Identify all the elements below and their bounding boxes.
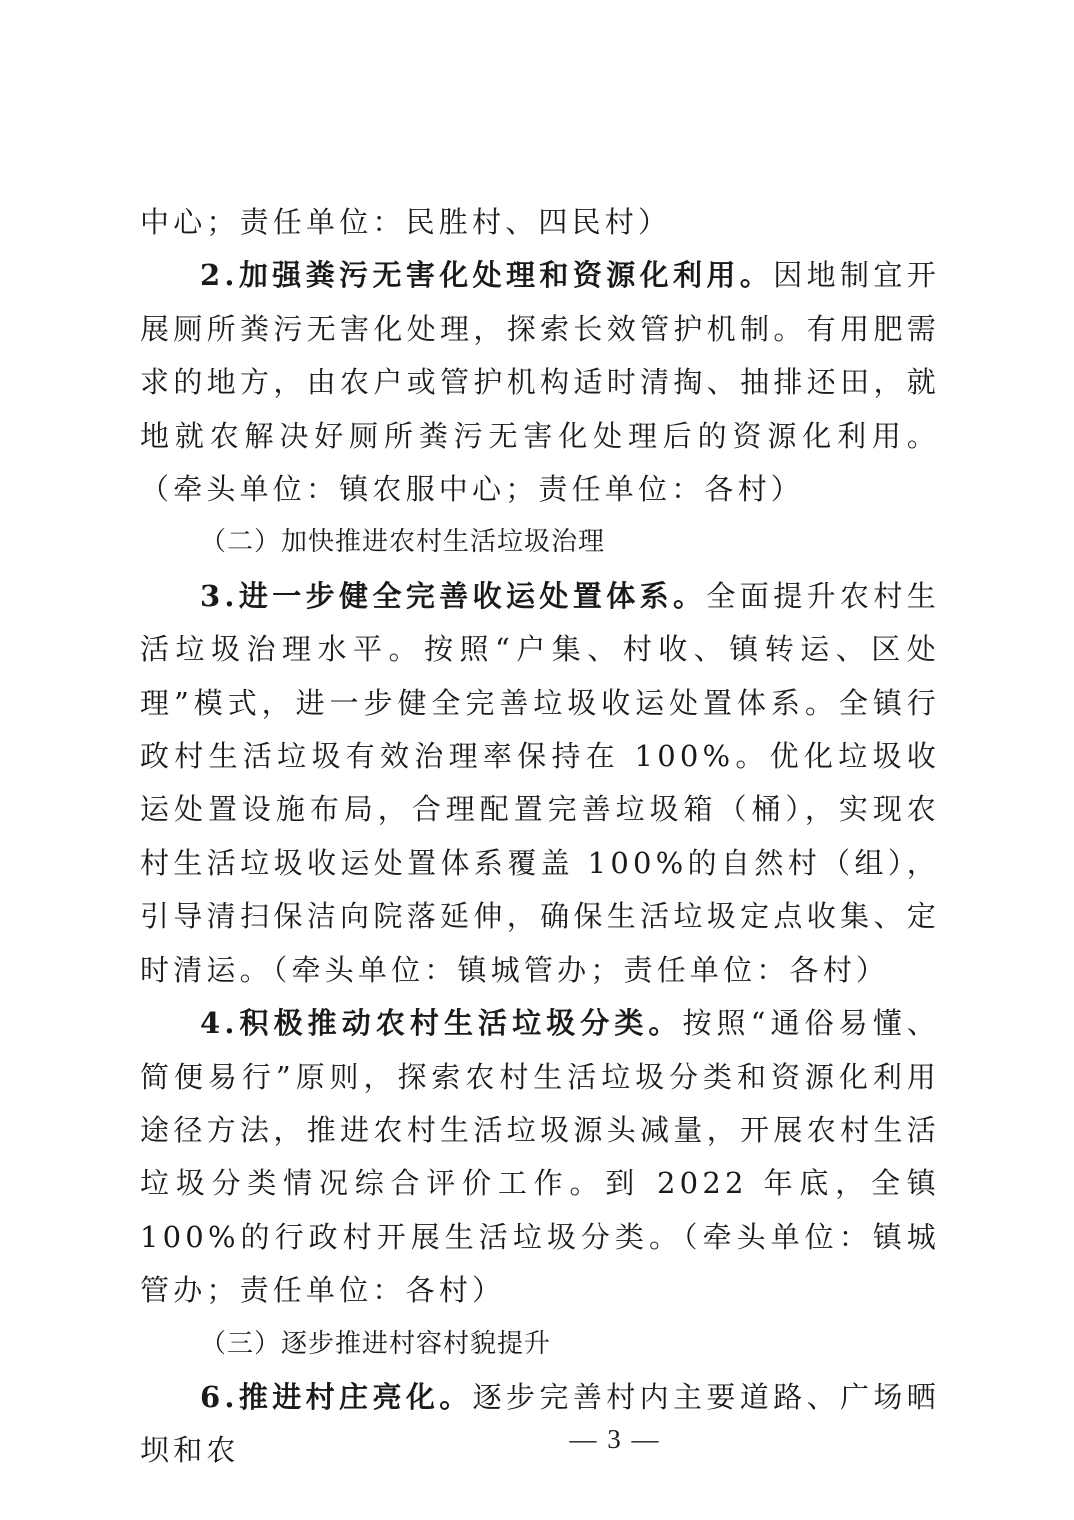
section-heading-2: （二）加快推进农村生活垃圾治理	[200, 527, 606, 558]
item-4-heading: 4.积极推动农村生活垃圾分类。	[200, 1006, 683, 1041]
page-number: — 3 —	[569, 1424, 661, 1454]
item-6-heading: 6.推进村庄亮化。	[200, 1379, 473, 1414]
section-heading-3: （三）逐步推进村容村貌提升	[200, 1328, 552, 1359]
item-2-text: 因地制宜开展厕所粪污无害化处理，探索长效管护机制。有用肥需求的地方，由农户或管护机构适时清掏、抽排还田，就地就农解决好厕所粪污无害化处理后的资源化利用。（牵头单位：镇农服中心；责任单位：各村）	[140, 258, 940, 507]
paragraph-item-4	[140, 997, 940, 1317]
paragraph-item-2	[140, 249, 940, 516]
item-4-text: 按照“通俗易懂、简便易行”原则，探索农村生活垃圾分类和资源化利用途径方法，推进农村生活垃圾源头减量，开展农村生活垃圾分类情况综合评价工作。到 2022 年底，全镇 100%的行政村开展生活垃圾分类。（牵头单位：镇城管办；责任单位：各村）	[140, 1006, 940, 1308]
item-3-heading: 3.进一步健全完善收运处置体系。	[200, 578, 707, 613]
item-3-text: 全面提升农村生活垃圾治理水平。按照“户集、村收、镇转运、区处理”模式，进一步健全完善垃圾收运处置体系。全镇行政村生活垃圾有效治理率保持在 100%。优化垃圾收运处置设施布局，合理配置完善垃圾箱（桶），实现农村生活垃圾收运处置体系覆盖 100%的自然村（组），引导清扫保洁向院落延伸，确保生活垃圾定点收集、定时清运。（牵头单位：镇城管办；责任单位：各村）	[140, 578, 940, 987]
document-body	[140, 196, 940, 1478]
paragraph-continuation: 中心；责任单位：民胜村、四民村）	[140, 205, 672, 239]
item-2-heading: 2.加强粪污无害化处理和资源化利用。	[200, 258, 774, 293]
item-6-text: 逐步完善村内主要道路、广场晒坝和农	[140, 1379, 940, 1468]
paragraph-item-3	[140, 570, 940, 997]
